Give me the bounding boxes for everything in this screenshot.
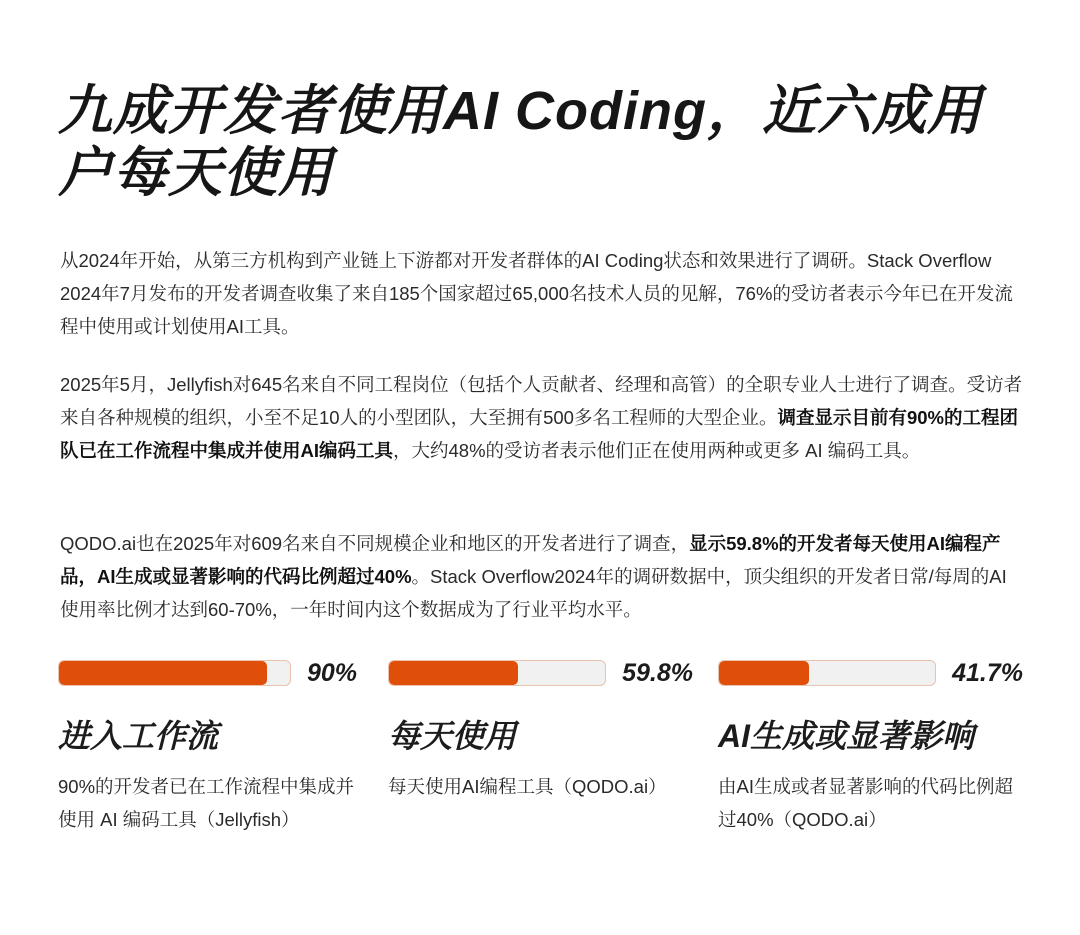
- paragraph-qodo-highlight: 显示59.8%的开发者每天使用AI编程产品，AI生成或显著影响的代码比例超过40%: [60, 533, 1001, 587]
- paragraph-stack-overflow: 从2024年开始，从第三方机构到产业链上下游都对开发者群体的AI Coding状态和效果进行了调研。Stack Overflow 2024年7月发布的开发者调查收集了来自185个国家超过65,000名技术人员的见解，76%的受访者表示今年已在开发流程中使用或计划使用AI工具。: [60, 250, 1013, 337]
- stat-percent: 59.8%: [622, 658, 693, 687]
- stat-description: 90%的开发者已在工作流程中集成并使用 AI 编码工具（Jellyfish）: [58, 776, 355, 830]
- stat-ai-generated: [718, 658, 1023, 836]
- stat-description: 由AI生成或者显著影响的代码比例超过40%（QODO.ai）: [718, 776, 1013, 830]
- paragraph-qodo-text-b: 。Stack Overflow2024年的调研数据中，顶尖组织的开发者日常/每周的AI使用率比例才达到60-70%，一年时间内这个数据成为了行业平均水平。: [60, 566, 1007, 620]
- paragraph-jellyfish-highlight: 调查显示目前有90%的工程团队已在工作流程中集成并使用AI编码工具: [60, 407, 1018, 461]
- stat-workflow: [58, 658, 363, 836]
- page-title: 九成开发者使用AI Coding，近六成用户每天使用: [58, 81, 982, 203]
- stat-title: 每天使用: [388, 718, 517, 754]
- stat-percent: 41.7%: [952, 658, 1023, 687]
- stat-description: 每天使用AI编程工具（QODO.ai）: [388, 776, 667, 797]
- stat-daily-use: [388, 658, 693, 803]
- stat-bar-row: [388, 658, 693, 688]
- paragraph-jellyfish-text-b: ，大约48%的受访者表示他们正在使用两种或更多 AI 编码工具。: [393, 440, 921, 461]
- progress-track: [58, 660, 291, 686]
- stat-title: 进入工作流: [58, 718, 219, 754]
- paragraph-qodo-text-a: QODO.ai也在2025年对609名来自不同规模企业和地区的开发者进行了调查，: [60, 533, 690, 554]
- progress-fill: [59, 661, 267, 685]
- progress-track: [388, 660, 606, 686]
- stat-bar-row: [718, 658, 1023, 688]
- paragraph-qodo: [60, 527, 1025, 626]
- progress-fill: [719, 661, 809, 685]
- paragraph-jellyfish-text-a: 2025年5月，Jellyfish对645名来自不同工程岗位（包括个人贡献者、经理和高管）的全职专业人士进行了调查。受访者来自各种规模的组织，小至不足10人的小型团队，大至拥有500多名工程师的大型企业。: [60, 374, 1023, 428]
- stat-title: AI生成或显著影响: [718, 718, 975, 754]
- progress-fill: [389, 661, 518, 685]
- stat-percent: 90%: [307, 658, 358, 687]
- paragraph-jellyfish: [60, 368, 1025, 467]
- progress-track: [718, 660, 936, 686]
- stat-bar-row: [58, 658, 363, 688]
